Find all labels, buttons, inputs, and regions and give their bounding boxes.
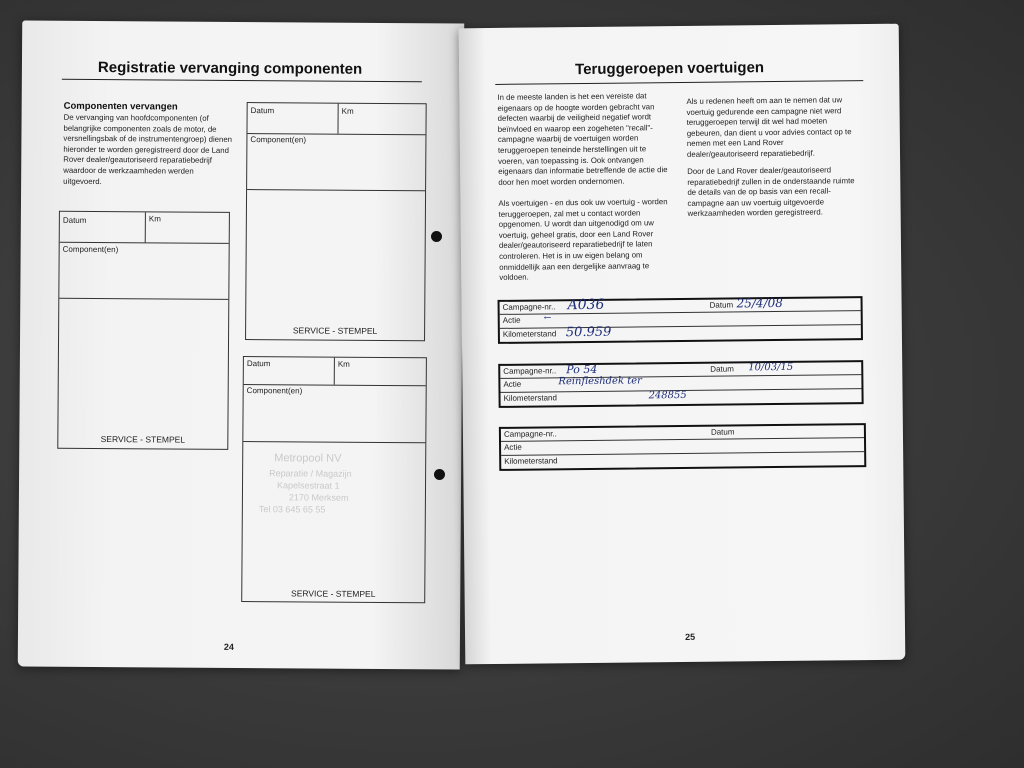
binding-hole [431, 231, 442, 242]
component-label: Component(en) [250, 135, 307, 145]
action-label: Actie [503, 379, 522, 389]
component-form-2 [245, 102, 427, 341]
mileage-label: Kilometerstand [504, 456, 558, 466]
date-label: Datum [710, 364, 734, 374]
imprint-text: Reparatie / Magazijn [269, 468, 352, 479]
recall-form-2 [498, 360, 863, 408]
date-value: 10/03/15 [748, 361, 794, 374]
action-value: ← [543, 313, 552, 324]
title-rule [495, 80, 863, 85]
left-page-title: Registratie vervanging componenten [97, 58, 363, 78]
date-value: 25/4/08 [736, 295, 783, 311]
date-label: Datum [710, 427, 735, 437]
mileage-label: Kilometerstand [502, 329, 557, 339]
service-stamp-label: SERVICE - STEMPEL [292, 325, 378, 336]
km-label: Km [148, 214, 161, 224]
binding-hole [434, 469, 445, 480]
km-label: Km [337, 359, 350, 369]
campaign-label: Campagne-nr.. [503, 366, 557, 376]
imprint-text: Kapelsestraat 1 [276, 480, 340, 491]
date-label: Datum [709, 300, 734, 310]
imprint-text: Metropool NV [274, 452, 342, 465]
service-stamp-label: SERVICE - STEMPEL [291, 588, 376, 599]
component-form-1 [57, 211, 230, 450]
campaign-label: Campagne-nr.. [503, 429, 557, 439]
right-page [459, 24, 906, 665]
left-page [18, 20, 464, 669]
advice-paragraph-1: Als u redenen heeft om aan te nemen dat uw voertuig gedurende een campagne niet werd teruggeroepen terwijl dit wel had moeten gebeuren, dan dient u voor advies contact op te nemen met een Land Rover dealer/geautoriseerd reparatiebedrijf. [686, 95, 852, 159]
component-label: Component(en) [246, 386, 303, 396]
section-heading: Componenten vervangen [63, 100, 178, 113]
campaign-value: A036 [567, 296, 605, 314]
date-label: Datum [250, 106, 275, 116]
date-label: Datum [62, 215, 87, 225]
date-label: Datum [246, 359, 271, 369]
page-number: 25 [685, 631, 696, 642]
campaign-value: Po 54 [566, 362, 598, 377]
recall-form-1 [498, 296, 863, 344]
right-page-title: Teruggeroepen voertuigen [575, 59, 765, 79]
imprint-text: 2170 Merksem [288, 492, 349, 503]
intro-paragraph-2: Als voertuigen - en dus ook uw voertuig - worden teruggeroepen, zal met u contact worden opgenomen. U wordt dan uitgenodigd om uw voertuig, geheel gratis, door een Land Rover dealer/geautoriseerd reparatiebedrijf te laten controleren. Het is in uw eigen belang om onmiddellijk aan een dergelijke aanvraag te voldoen. [498, 197, 668, 283]
action-label: Actie [504, 442, 522, 452]
section-text: De vervanging van hoofdcomponenten (of belangrijke componenten zoals de motor, de versnellingsbak of de instrumentengroep) dienen hieronder te worden geregistreerd door de Land Rover dealer/geautoriseerd reparatiebedrijf waardoor de werkzaamheden werden uitgevoerd. [63, 112, 233, 186]
action-label: Actie [502, 315, 521, 325]
recall-form-3 [499, 423, 866, 471]
advice-paragraph-2: Door de Land Rover dealer/geautoriseerd reparatiebedrijf zullen in de onderstaande ruimte de details van de op basis van een recall-campagne aan uw voertuig uitgevoerde werkzaamheden worden geregistreerd. [687, 165, 855, 219]
page-number: 24 [223, 641, 234, 652]
service-stamp-label: SERVICE - STEMPEL [100, 434, 186, 445]
campaign-label: Campagne-nr.. [502, 302, 556, 312]
action-value: Reinfleshdek ter [558, 375, 642, 388]
km-label: Km [341, 106, 354, 116]
mileage-value: 50.959 [565, 324, 612, 341]
title-rule [62, 79, 422, 83]
intro-paragraph-1: In de meeste landen is het een vereiste dat eigenaars op de hoogte worden gebracht van defecten waarbij de veiligheid negatief wordt beïnvloed en waarop een zogeheten "recall"-campagne waarbij de voertuigen worden teruggeroepen teneinde herstellingen uit te voeren, van toepassing is. Ook ontvangen eigenaars dan informatie betreffende de actie die door hen moet worden ondernomen. [497, 91, 668, 187]
imprint-text: Tel 03 645 65 55 [258, 504, 326, 515]
component-form-3 [241, 356, 427, 603]
component-label: Component(en) [62, 244, 119, 255]
mileage-label: Kilometerstand [503, 393, 557, 403]
mileage-value: 248855 [648, 389, 687, 402]
